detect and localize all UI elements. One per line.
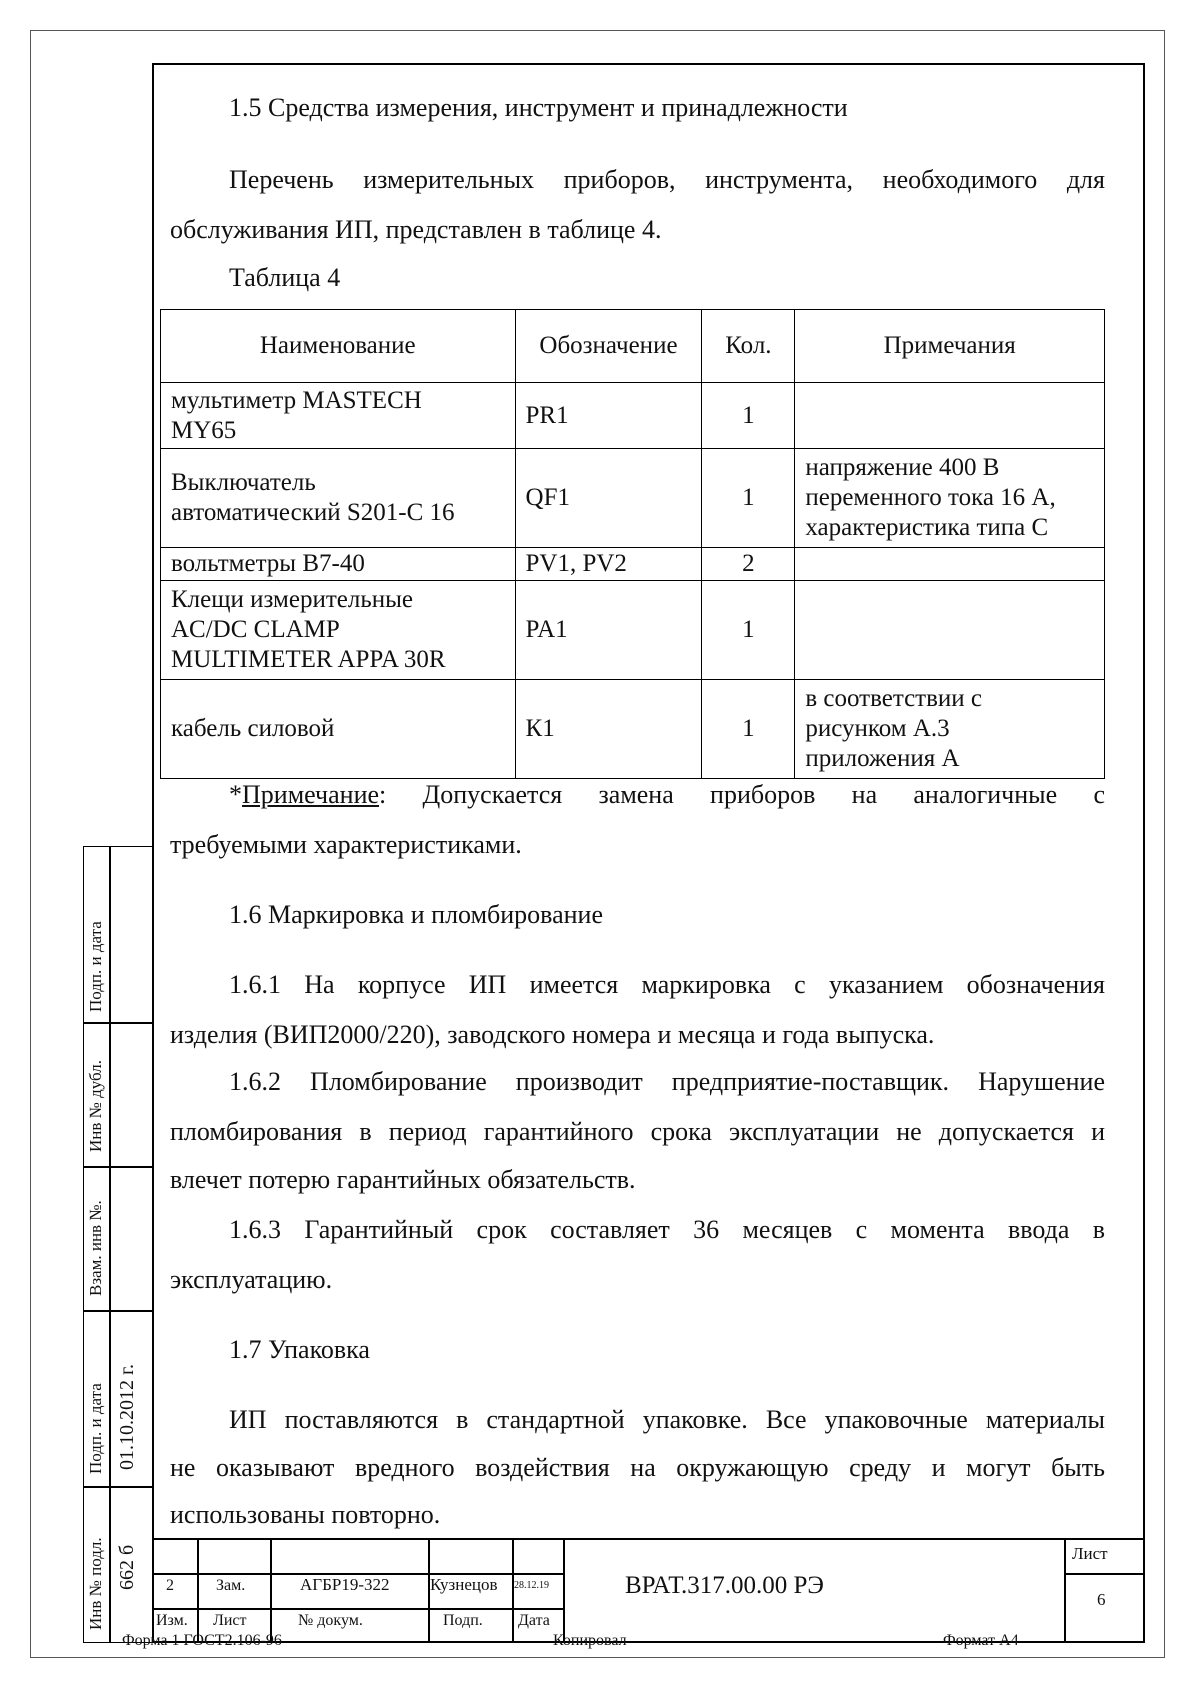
cell-designation: PV1, PV2 <box>515 548 702 581</box>
cell-notes: напряжение 400 В переменного тока 16 А, характеристика типа С <box>795 449 1105 548</box>
table-row <box>161 581 1105 680</box>
cell-qty: 1 <box>702 449 795 548</box>
cell-notes <box>795 383 1105 449</box>
column-header-notes: Примечания <box>795 310 1105 383</box>
section-heading-1-6: 1.6 Маркировка и пломбирование <box>229 900 604 929</box>
paragraph-line: Перечень измерительных приборов, инструмента, необходимого для <box>229 165 1105 194</box>
cell-name: кабель силовой <box>161 680 516 779</box>
tb-list-label: Лист <box>213 1612 247 1629</box>
tb-date-value: 28.12.19 <box>514 1580 549 1591</box>
table-row <box>161 449 1105 548</box>
instruments-table <box>160 309 1105 779</box>
table-row <box>161 680 1105 779</box>
note-line: *Примечание: Допускается замена приборов на аналогичные с <box>229 780 1105 809</box>
cell-qty: 1 <box>702 680 795 779</box>
cell-designation: PA1 <box>515 581 702 680</box>
sheet-number: 6 <box>1097 1590 1106 1609</box>
paragraph-line: изделия (ВИП2000/220), заводского номера и месяца и года выпуска. <box>170 1020 935 1049</box>
paragraph-line: эксплуатацию. <box>170 1265 333 1294</box>
side-label-podp-data: Подп. и дата <box>86 1383 105 1474</box>
side-label-inv-podl: Инв № подл. <box>86 1537 105 1630</box>
cell-name: Выключатель автоматический S201-C 16 <box>161 449 516 548</box>
cell-qty: 1 <box>702 383 795 449</box>
paragraph-line: пломбирования в период гарантийного срока эксплуатации не допускается и <box>170 1117 1105 1146</box>
table-row <box>161 383 1105 449</box>
table-caption: Таблица 4 <box>229 263 341 292</box>
side-value-date: 01.10.2012 г. <box>116 1364 138 1470</box>
cell-notes: в соответствии с рисунком А.3 приложения А <box>795 680 1105 779</box>
paragraph-line: обслуживания ИП, представлен в таблице 4. <box>170 215 662 244</box>
paragraph-line: 1.6.1 На корпусе ИП имеется маркировка с указанием обозначения <box>229 970 1105 999</box>
table-row <box>161 548 1105 581</box>
paragraph-line: влечет потерю гарантийных обязательств. <box>170 1165 636 1194</box>
footer-form: Форма 1 ГОСТ2.106-96 <box>122 1632 282 1649</box>
tb-date-label: Дата <box>518 1612 550 1629</box>
column-header-name: Наименование <box>161 310 516 383</box>
paragraph-line: не оказывают вредного воздействия на окружающую среду и могут быть <box>170 1453 1105 1482</box>
sheet-label: Лист <box>1072 1544 1108 1563</box>
cell-qty: 1 <box>702 581 795 680</box>
cell-notes <box>795 581 1105 680</box>
tb-izm-label: Изм. <box>156 1612 188 1629</box>
cell-designation: К1 <box>515 680 702 779</box>
cell-name: Клещи измерительные AC/DC CLAMP MULTIMETER APPA 30R <box>161 581 516 680</box>
cell-name: мультиметр MASTECH MY65 <box>161 383 516 449</box>
note-label: Примечание <box>242 780 380 809</box>
section-heading-1-5: 1.5 Средства измерения, инструмент и принадлежности <box>229 93 848 122</box>
paragraph-line: 1.6.3 Гарантийный срок составляет 36 месяцев с момента ввода в <box>229 1215 1105 1244</box>
footer-copied: Копировал <box>553 1632 627 1649</box>
column-header-qty: Кол. <box>702 310 795 383</box>
tb-list-value: Зам. <box>216 1577 246 1594</box>
tb-podp-label: Подп. <box>443 1612 483 1629</box>
document-designation: ВРАТ.317.00.00 РЭ <box>625 1572 824 1599</box>
side-label-podp-data: Подп. и дата <box>86 921 105 1012</box>
tb-doc-value: АГБР19-322 <box>300 1575 390 1594</box>
table-header-row <box>161 310 1105 383</box>
tb-izm-value: 2 <box>166 1577 174 1594</box>
cell-notes <box>795 548 1105 581</box>
note-line: требуемыми характеристиками. <box>170 830 522 859</box>
side-label-vzam-inv: Взам. инв №. <box>86 1200 105 1296</box>
paragraph-line: 1.6.2 Пломбирование производит предприятие-поставщик. Нарушение <box>229 1067 1105 1096</box>
section-heading-1-7: 1.7 Упаковка <box>229 1335 370 1364</box>
side-value-inv-podl: 662 б <box>116 1544 138 1590</box>
footer-format: Формат А4 <box>943 1632 1019 1649</box>
cell-designation: QF1 <box>515 449 702 548</box>
side-stamp-divider <box>109 846 111 1643</box>
paragraph-line: использованы повторно. <box>170 1500 441 1529</box>
side-label-inv-dubl: Инв № дубл. <box>86 1059 105 1152</box>
cell-qty: 2 <box>702 548 795 581</box>
tb-podp-value: Кузнецов <box>430 1575 498 1594</box>
paragraph-line: ИП поставляются в стандартной упаковке. Все упаковочные материалы <box>229 1405 1105 1434</box>
cell-designation: PR1 <box>515 383 702 449</box>
column-header-designation: Обозначение <box>515 310 702 383</box>
tb-doc-label: № докум. <box>298 1612 363 1629</box>
cell-name: вольтметры В7-40 <box>161 548 516 581</box>
